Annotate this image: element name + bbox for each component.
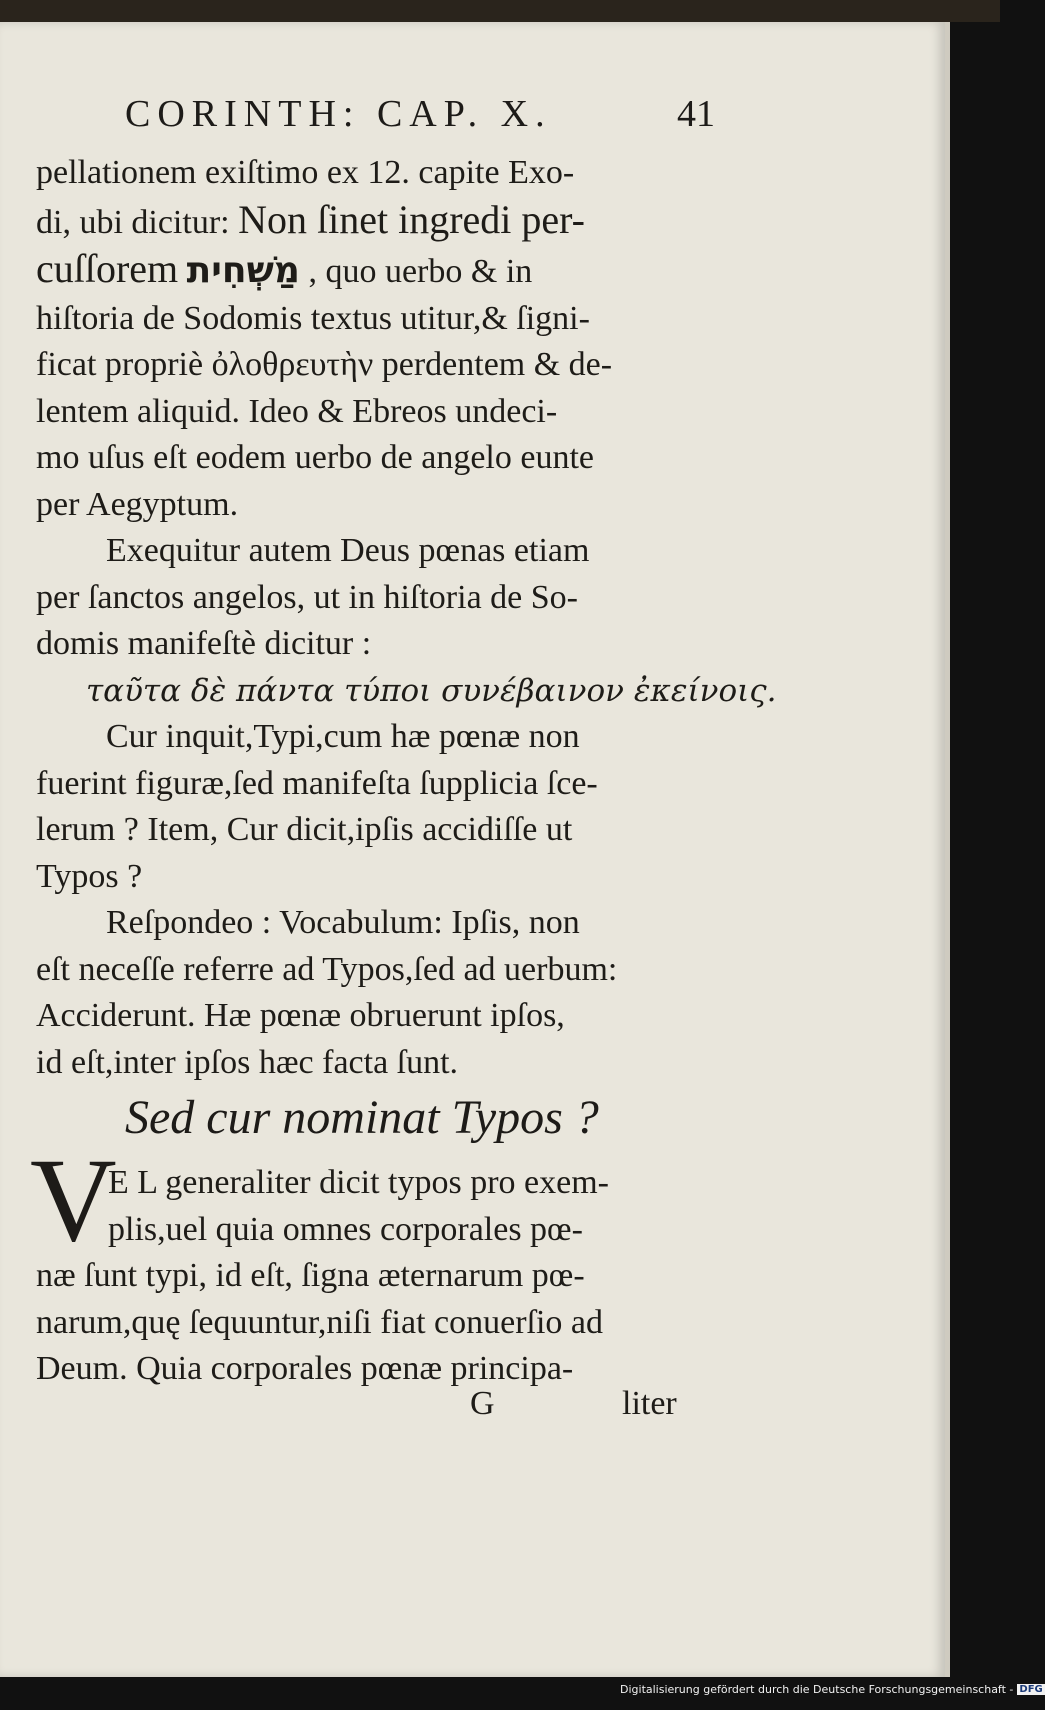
text-line: mo uſus eſt eodem uerbo de angelo eunte [36, 439, 594, 476]
text-line: E L generaliter dicit typos pro exem- [108, 1164, 610, 1201]
text-line: Deum. Quia corporales pœnæ principa- [36, 1350, 574, 1387]
greek-quotation: ταῦτα δὲ πάντα τύποι συνέβαινον ἐκείνοις. [86, 672, 777, 709]
text-line: lerum ? Item, Cur dicit,ipſis accidiſſe ut [36, 811, 573, 848]
page-edge [945, 22, 950, 1677]
text-line: domis manifeſtè dicitur : [36, 625, 372, 662]
footer-text: Digitalisierung gefördert durch die Deutsche Forschungsgemeinschaft - [620, 1683, 1014, 1696]
text-line: næ ſunt typi, id eſt, ſigna æternarum pœ- [36, 1257, 585, 1294]
section-heading: Sed cur nominat Typos ? [125, 1091, 599, 1144]
main-text-block [36, 150, 777, 1086]
text-line: Reſpondeo : Vocabulum: Ipſis, non [106, 904, 580, 941]
text-line: Cur inquit,Typi,cum hæ pœnæ non [106, 718, 580, 755]
text-line: ficat propriè ὀλοθρευτὴν perdentem & de- [36, 346, 613, 383]
page-number: 41 [677, 93, 715, 135]
digitization-footer [620, 1683, 1043, 1696]
second-text-block [36, 1160, 704, 1393]
drop-cap: V [30, 1133, 117, 1266]
catchword: liter [622, 1385, 677, 1422]
page-header [125, 92, 715, 136]
text-line: pellationem exiſtimo ex 12. capite Exo- [36, 154, 575, 191]
text-fragment: cuſſorem [36, 246, 179, 291]
text-fragment: di, ubi dicitur: [36, 203, 230, 241]
text-line: fuerint figuræ,ſed manifeſta ſupplicia ſce- [36, 764, 598, 802]
text-line: hiſtoria de Sodomis textus utitur,& ſigni- [36, 299, 590, 337]
text-line [36, 246, 704, 296]
scan-top-edge [0, 0, 1000, 22]
text-line: eſt neceſſe referre ad Typos,ſed ad uerbum: [36, 950, 618, 988]
text-line: per ſanctos angelos, ut in hiſtoria de So- [36, 578, 578, 616]
running-head: CORINTH: CAP. X. [125, 93, 552, 135]
signature-mark: G [470, 1385, 495, 1422]
hebrew-word: מַשְׁחִית [186, 250, 300, 291]
text-line: Acciderunt. Hæ pœnæ obruerunt ipſos, [36, 997, 565, 1034]
text-line: plis,uel quia omnes corporales pœ- [108, 1210, 583, 1248]
emphasized-quote: Non ſinet ingredi per- [238, 196, 585, 242]
text-line: narum,quę ſequuntur,niſi fiat conuerſio ad [36, 1303, 604, 1341]
dfg-logo: DFG [1019, 1684, 1043, 1695]
text-line: Typos ? [36, 857, 143, 895]
text-line: per Aegyptum. [36, 485, 239, 523]
text-line: id eſt,inter ipſos hæc facta ſunt. [36, 1043, 459, 1081]
text-line: Exequitur autem Deus pœnas etiam [106, 532, 590, 569]
text-fragment: , quo uerbo & in [308, 253, 533, 290]
text-line [36, 197, 704, 247]
text-line: lentem aliquid. Ideo & Ebreos undeci- [36, 392, 558, 430]
